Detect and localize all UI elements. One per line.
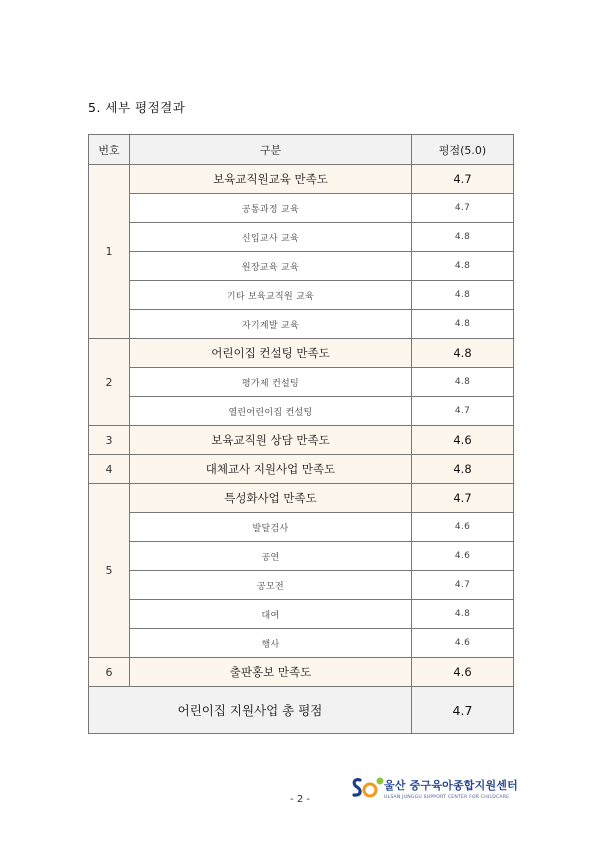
sub-row [89,310,514,339]
category-row [89,426,514,455]
category-row [89,455,514,484]
sub-label: 공통과정 교육 [130,194,412,223]
sub-row [89,629,514,658]
sub-row [89,281,514,310]
group-number: 6 [89,658,130,687]
sub-score: 4.6 [412,629,514,658]
sub-label: 열린어린이집 컨설팅 [130,397,412,426]
total-row [89,687,514,734]
group-number: 2 [89,339,130,426]
group-number: 3 [89,426,130,455]
sub-score: 4.7 [412,194,514,223]
category-row [89,165,514,194]
category-row [89,484,514,513]
category-row [89,339,514,368]
category-score: 4.7 [412,165,514,194]
sub-label: 대여 [130,600,412,629]
sub-row [89,223,514,252]
category-score: 4.8 [412,455,514,484]
sub-score: 4.7 [412,571,514,600]
header-category: 구분 [130,135,412,165]
category-label: 보육교직원교육 만족도 [130,165,412,194]
sub-score: 4.8 [412,252,514,281]
group-number: 1 [89,165,130,339]
category-label: 출판홍보 만족도 [130,658,412,687]
sub-score: 4.8 [412,600,514,629]
total-label: 어린이집 지원사업 총 평점 [89,687,412,734]
org-name-en: ULSAN JUNGGU SUPPORT CENTER FOR CHILDCARE [384,795,510,800]
sub-score: 4.8 [412,368,514,397]
category-label: 특성화사업 만족도 [130,484,412,513]
sub-row [89,571,514,600]
table-body [89,165,514,734]
sub-score: 4.6 [412,513,514,542]
header-number: 번호 [89,135,130,165]
sub-label: 자기계발 교육 [130,310,412,339]
section-title: 5. 세부 평점결과 [88,100,186,115]
sub-label: 발달검사 [130,513,412,542]
header-score: 평점(5.0) [412,135,514,165]
group-number: 4 [89,455,130,484]
category-score: 4.6 [412,658,514,687]
sub-score: 4.6 [412,542,514,571]
sub-row [89,194,514,223]
sub-label: 공모전 [130,571,412,600]
sub-label: 기타 보육교직원 교육 [130,281,412,310]
sub-row [89,600,514,629]
sub-row [89,397,514,426]
category-score: 4.8 [412,339,514,368]
sub-label: 원장교육 교육 [130,252,412,281]
sub-label: 평가제 컨설팅 [130,368,412,397]
sub-row [89,513,514,542]
category-score: 4.7 [412,484,514,513]
sub-score: 4.8 [412,223,514,252]
score-table [88,134,514,734]
page-number: - 2 - [290,794,310,805]
sub-score: 4.8 [412,281,514,310]
category-score: 4.6 [412,426,514,455]
category-label: 어린이집 컨설팅 만족도 [130,339,412,368]
category-row [89,658,514,687]
sub-row [89,542,514,571]
org-name-ko: 울산 중구육아종합지원센터 [384,779,518,792]
category-label: 대체교사 지원사업 만족도 [130,455,412,484]
category-label: 보육교직원 상담 만족도 [130,426,412,455]
table-header-row [89,135,514,165]
sub-row [89,368,514,397]
sub-score: 4.8 [412,310,514,339]
sub-label: 행사 [130,629,412,658]
sub-row [89,252,514,281]
total-score: 4.7 [412,687,514,734]
group-number: 5 [89,484,130,658]
sub-label: 신입교사 교육 [130,223,412,252]
sub-score: 4.7 [412,397,514,426]
sub-label: 공연 [130,542,412,571]
